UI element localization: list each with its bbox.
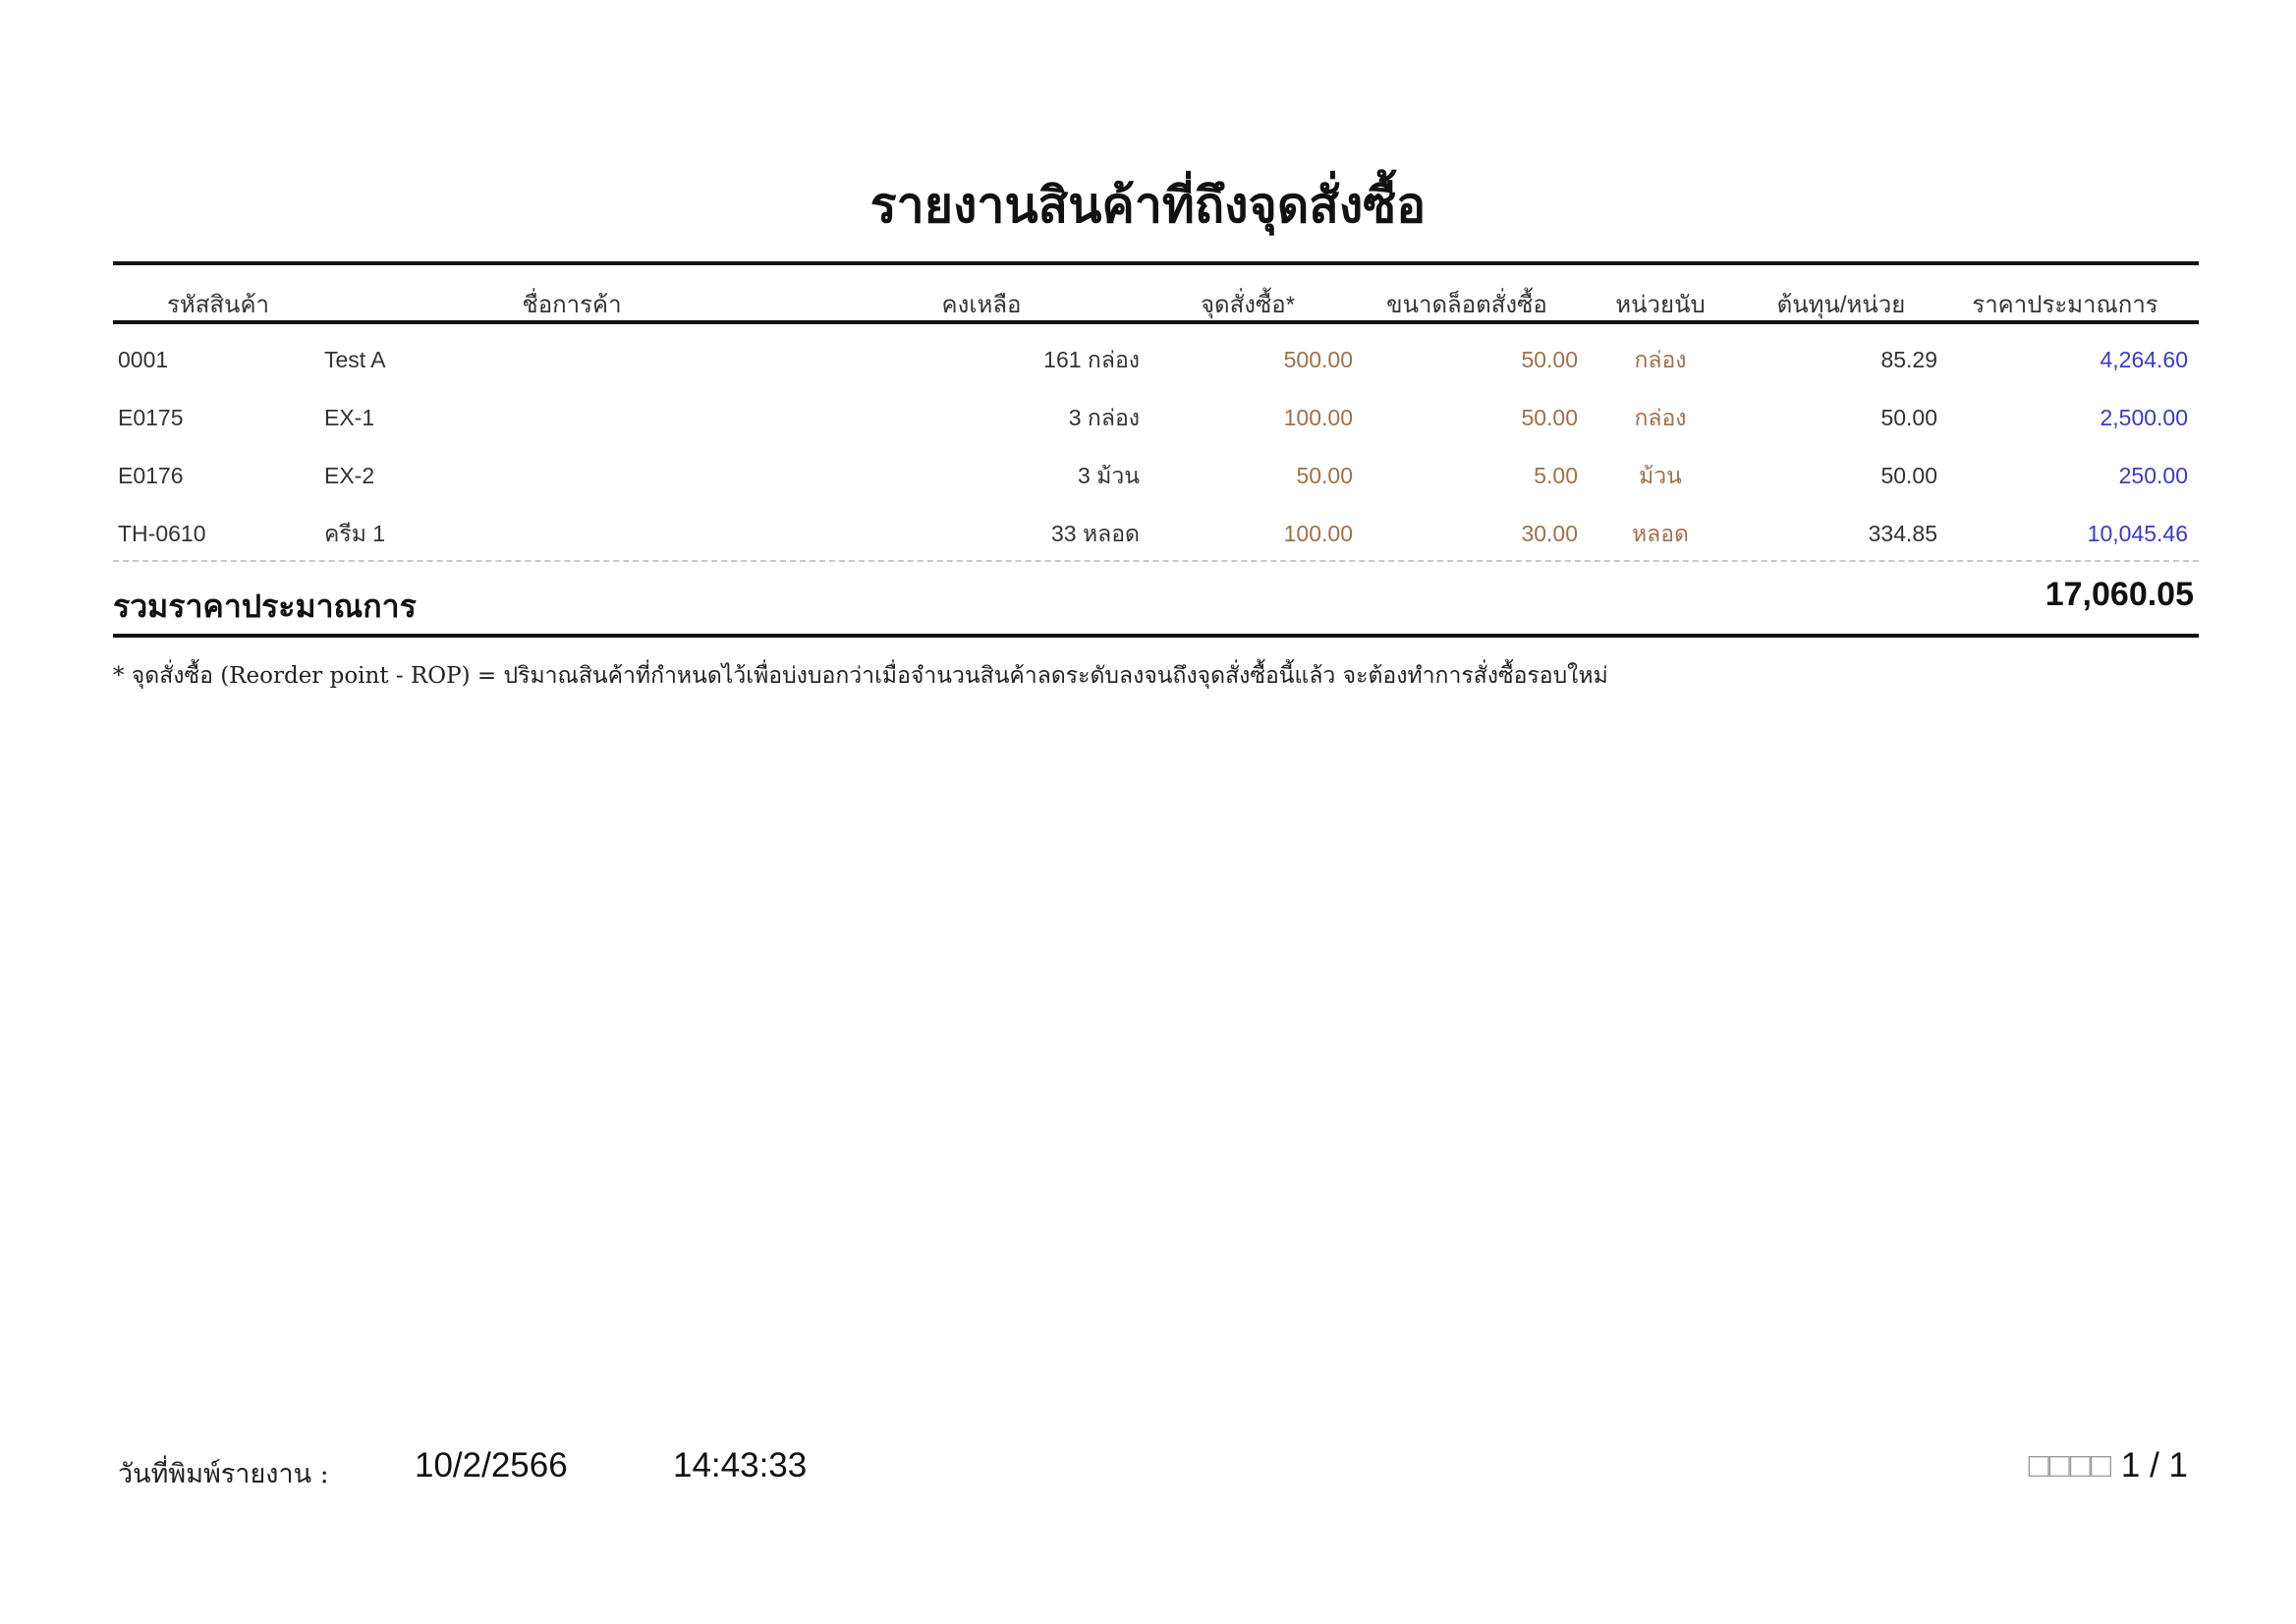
row-product-code: TH-0610 bbox=[118, 521, 206, 546]
header-remaining: คงเหลือ bbox=[941, 292, 1022, 318]
row-lot-size: 50.00 bbox=[1521, 347, 1578, 372]
page-indicator bbox=[2029, 1446, 2188, 1485]
row-unit: กล่อง bbox=[1634, 347, 1687, 372]
row-estimated-price: 10,045.46 bbox=[2087, 521, 2188, 546]
print-date: 10/2/2566 bbox=[415, 1446, 568, 1484]
reorder-point-footnote: * จุดสั่งซื้อ (Reorder point - ROP) = ปริมาณสินค้าที่กำหนดไว้เพื่อบ่งบอกว่าเมื่อจำนวนสินค้าลดระดับลงจนถึงจุดสั่งซื้อนี้แล้ว จะต้องทำการสั่งซื้อรอบใหม่ bbox=[113, 663, 1608, 689]
row-reorder-point: 50.00 bbox=[1296, 463, 1353, 488]
row-unit: ม้วน bbox=[1639, 463, 1682, 488]
row-remaining: 33 หลอด bbox=[1051, 521, 1140, 546]
row-lot-size: 30.00 bbox=[1521, 521, 1578, 546]
table-header-rule bbox=[113, 320, 2199, 324]
row-reorder-point: 100.00 bbox=[1283, 521, 1353, 546]
row-reorder-point: 500.00 bbox=[1283, 347, 1353, 372]
row-estimated-price: 250.00 bbox=[2118, 463, 2188, 488]
report-title: รายงานสินค้าที่ถึงจุดสั่งซื้อ bbox=[869, 176, 1427, 234]
row-trade-name: Test A bbox=[324, 347, 386, 372]
row-unit: หลอด bbox=[1631, 521, 1690, 546]
page-prefix: □□□□ bbox=[2028, 1446, 2112, 1484]
print-date-label: วันที่พิมพ์รายงาน : bbox=[118, 1459, 329, 1489]
rows-end-divider bbox=[113, 560, 2199, 562]
row-estimated-price: 2,500.00 bbox=[2100, 405, 2188, 430]
table-bottom-rule bbox=[113, 634, 2199, 638]
header-lot-size: ขนาดล็อตสั่งซื้อ bbox=[1386, 292, 1547, 318]
header-reorder-point: จุดสั่งซื้อ* bbox=[1200, 292, 1296, 318]
page-number: 1 / 1 bbox=[2120, 1446, 2188, 1484]
row-product-code: 0001 bbox=[118, 347, 169, 372]
header-trade-name: ชื่อการค้า bbox=[522, 292, 622, 318]
row-reorder-point: 100.00 bbox=[1283, 405, 1353, 430]
row-trade-name: ครีม 1 bbox=[324, 521, 386, 546]
header-unit: หน่วยนับ bbox=[1615, 292, 1706, 318]
row-unit-cost: 334.85 bbox=[1868, 521, 1937, 546]
row-lot-size: 5.00 bbox=[1534, 463, 1578, 488]
row-lot-size: 50.00 bbox=[1521, 405, 1578, 430]
row-unit-cost: 50.00 bbox=[1880, 405, 1937, 430]
row-remaining: 161 กล่อง bbox=[1043, 347, 1140, 372]
table-top-rule bbox=[113, 261, 2199, 265]
total-value: 17,060.05 bbox=[2044, 576, 2194, 613]
row-trade-name: EX-1 bbox=[324, 405, 375, 430]
row-trade-name: EX-2 bbox=[324, 463, 375, 488]
row-remaining: 3 ม้วน bbox=[1078, 463, 1140, 488]
header-unit-cost: ต้นทุน/หน่วย bbox=[1776, 292, 1906, 318]
header-product-code: รหัสสินค้า bbox=[167, 292, 269, 318]
row-product-code: E0175 bbox=[118, 405, 184, 430]
total-label: รวมราคาประมาณการ bbox=[113, 588, 417, 624]
print-time: 14:43:33 bbox=[673, 1446, 808, 1484]
row-remaining: 3 กล่อง bbox=[1068, 405, 1140, 430]
row-unit-cost: 85.29 bbox=[1880, 347, 1937, 372]
header-estimated-price: ราคาประมาณการ bbox=[1972, 292, 2158, 318]
row-unit-cost: 50.00 bbox=[1880, 463, 1937, 488]
row-unit: กล่อง bbox=[1634, 405, 1687, 430]
row-product-code: E0176 bbox=[118, 463, 184, 488]
row-estimated-price: 4,264.60 bbox=[2100, 347, 2188, 372]
